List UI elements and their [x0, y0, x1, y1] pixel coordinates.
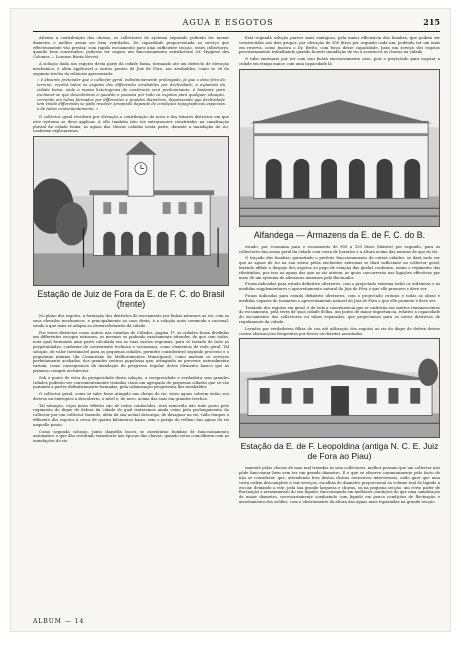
paragraph: Tal situação, cujos máos effeitos são de todos conhecidos, será removida não tudo posto pelo regimento do dique de defesa da cidade do qual trataremos ainda como pela prolongamento do collector por um collector fazendo, além da sua actual descarga, de desaguar na rio, tudo tempos o effluente dos esgotos à cerca de quatro kilometros baixo, sem o perigo do refluxo das aguas do rio naquelle ponto.	[33, 402, 229, 427]
alfandega-warehouse-photo	[239, 69, 440, 227]
paragraph: O traçado das bombas, garantindo o perfeito funccionamento de outras cidades, se dará tudo ver que as aguas do rio na sua estiva pelas enchentes extremas se dará suffocante no collector geral, fazendo affluir o despejo dos esgotos ao pego de estação das quelas conforme, assim o regimento das ribeirinhas, por isso as aguas das que ao rio ateiem, as quais concorrerão nas ligações effectivas por meio de um systema de alavancas manuaes pelo fluctuador.	[239, 255, 440, 280]
photo-caption: Estação de Juiz de Fora da E. de F. C. do Brasil (frente)	[37, 289, 225, 310]
paragraph: A solução dada aos esgotos desta parte da cidade baixa, formando até um districto de elevação mechanica, é além applicavel a outros pontos de Juiz de Fóra, aos arrabaldes, como se vê do seguinte trecho do relatorio apresentado:	[33, 60, 229, 76]
paragraph: Ficam indicadas para estudo definitivo ulteriores, com o projectado extrema todos os ordemens e as medidas supplementares e aproveitamento natural do Juiz de Fóra o que elle promove e deve ser.	[239, 281, 440, 292]
paragraph: Como segunda solução, junto daquella bocca se assentarão bombas de funccionamento automatico e que dão resultado transitorio nas épocas das chuvas, quando estas coincidirem com as inundações do rio.	[33, 428, 229, 444]
paragraph: estado, por economia para o escoamento de 300 a 350 litros (lixiseis) por segundo, para os collectores das zonas geral da cidade com cerca de horarios e a altura acima das normas de ago do rio.	[239, 243, 440, 254]
right-column	[239, 36, 440, 611]
left-column	[33, 36, 229, 611]
page-number: 215	[423, 17, 440, 27]
paragraph: Esta segunda solução parece mais vantajosa, pela maior efficiencia das bombas, que podem ser constrictidas aos dois grupos, por elevação de 300 litros por segundo cada um, podendo ter um mais em reserva, como mostra o Dr. Britto, com força desse capacidade, para um serviço dos esgotos provisoriamente trabalhando quando houver inundação de rio e acontecer as chuvas na cidade.	[239, 36, 440, 55]
paragraph: Levados por verdadeiras filhas de cou até utilização dos esgotos ao rio do dique de defesa destes contra obstrucções frequentes por ferros ou detritos arrastados.	[239, 325, 440, 336]
header-rule	[33, 31, 440, 32]
paragraph: Tratando dos esgotos em geral, é de toda a conveniencia que se cadrerão aos metros remanescentes do escoamento, pela terra de suas cidade dellas, um ponto de maior importancia, relativo à capacidade do escoamento dos collectores ou tubos separados, que projectamos para os novos districtos de regulamento da cidade.	[239, 304, 440, 324]
block-quote: « é absurdo pretender que o collector geral, indistinctamente prolongado, já que o dono fóra do terreno, receba todos os esgotos dos differentes arrabaldes por declividade; a expansão da cidade baixa, onde a massa heterogenea de constructs será predominante, é bastante para exclamar-se que descobrimos a questão o passava por todo os esgotos para qualquer situação, correndo em tubos formados por differentes e grandes diametros, dispensando que declividade tem vivido differentes se pôde resolver, propondo depende de condições topographicas especiaes e de tubos convenientemente. »	[37, 77, 225, 112]
photo-caption: Alfandega — Armazens da E. de F. C. do B.	[253, 229, 426, 240]
page-signature: ALBUM — 14	[33, 618, 85, 625]
warehouse-illustration	[240, 70, 439, 226]
station-juiz-de-fora-photo	[33, 136, 229, 286]
document-page	[10, 8, 451, 632]
running-title: AGUA E ESGOTOS	[182, 17, 274, 27]
station-illustration	[34, 137, 228, 285]
paragraph: tamente pelas chuvas de mau mal tratadas as sem collectores, melhor pensam que um collector não pôde funccionar bem sem ter um grande diametro. É o que se observa commummente pelo facto de não se considerar, que, attendendo fora destas chuvas excessivas intervernais, onde quer que uma certa ordem descomplete a tais serviços, escolhas de diametro proporcional ao volume real do liquido a escoar, deixando a este, pela sua grande largueza e chuvas, ou na pequena secção, um certo poder de fluctuação e arrastamento do seu liquido, funccionando em melhores condições do que uma canalisação de maior diametro, necessariamente conduzindo com liquido em pouca condições de fluctuação e arrastamento dos solidos, com o obstruimento da altura das aguas mais espraiadas na grande secção.	[239, 465, 440, 504]
photo-caption: Estação da E. de F. Leopoldina (antiga N. C. E. Juiz de Fora ao Piau)	[240, 441, 439, 462]
paragraph: Attenta a contribuição das chuvas, os collectores do systema separado poderão ter menor diametro e melhor assim ser bem ventilados. De capacidade proporcionada ao serviço que effectivamente vão prestar, com rapido escoamento para uma sufficiente secção, esses collectores, quando bem construidos, poderão ter seguro um funccionamento satisfactorio (cf. Hygiene des Colonies — Lorenzo Baeta Neves).	[33, 36, 229, 60]
paragraph: Ficam indicadas para estudo definitivo ulteriores, com o projectado cuturas e todas as obras e medidas capazes de tornarem o aproveitamento natural do Juiz de Fóra o que elle promete e deve ser.	[239, 292, 440, 303]
leopoldina-station-photo	[239, 338, 440, 438]
leopoldina-illustration	[240, 339, 439, 437]
paragraph: O collector geral, como se sabe fosse atingido nas cheias do rio, estes aguas cobrem então seu diverso na entregues a descoberto, o nivel e, de novo, acima das suas em grandes trechos.	[33, 391, 229, 401]
paragraph: Por esses districtos como outros nas vizinhas de Cidades, pagina 1ª, as cidades ficam divididas em differentes escopos naturaes, os mesmos se podendo exactamente attender, de que com todas, nota qual formando uma parte calculada em as suas vazões regionais, para só tratado de tudo as perpetuidades, conforme de conveniente technica e economica, como elementos de rede geral. Tal solução, de valor inestimavel para as pequenas cidades, permitte considerável segundo processo e o pequenino mínimo (da Commissão de Melhoramentos Municipaes), como mattam os serviços perfeitamente acabados, dos grandes centros populosos que, attingindo ao prevenir, naturalmente variam, como consequencia da inundação do progresso regular, desse elemento basico que as primeiro comprit architectar.	[33, 329, 229, 373]
paragraph: Sob o ponto de vista do prosperidade desta solução, a reciprocidade e verdadeira sem grandes cidades poderão ser convenientemente tratadas como um agrupado de pequenas cidades que se vão juntando a partes definitivamente formadas, pela urbanização progressiva dos arrabaldes.	[33, 374, 229, 390]
paragraph: O tubo emissario por ter com isso ficará excessivamente caro, pois o projectado para esgotar a cidade em tempo maior, com uma capacidade lá	[239, 56, 440, 66]
paragraph: O collector geral receberá por elevação a contribuição do novo e dos futuros districtos em que este systema se deva applicar. A elle também irão ter extravasores construidos na canalisação pluvial da cidade baixa, as aguas das chuvas cahidas nesta parte, durante a inundação do rio, conforme explicaremos.	[33, 113, 229, 134]
paragraph: No plano dos esgotos, a formação dos districtos de escoamento por linhas naturaes ao rio, com os seus elevados mechanicos, e principalmente ao caso desta, é a solução mais commoda e racional, sendo a que mais se adapta ao desenvolvimento da cidade.	[33, 313, 229, 328]
page-header	[33, 15, 440, 29]
